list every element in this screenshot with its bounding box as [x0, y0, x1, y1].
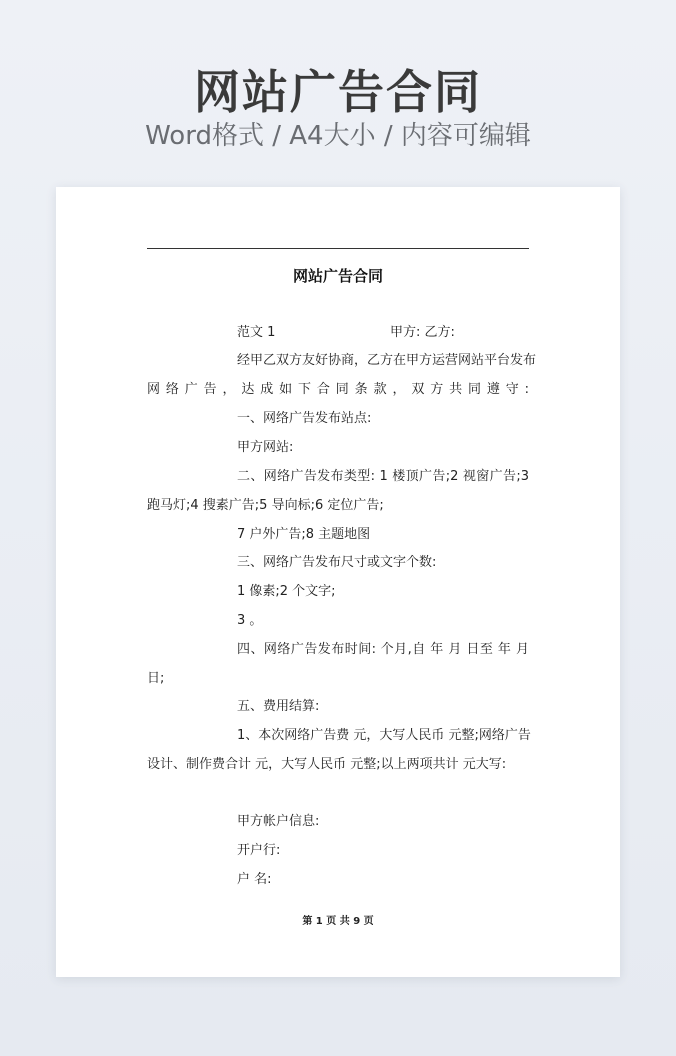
- section-heading: 一、网络广告发布站点:: [237, 411, 372, 426]
- paragraph-line: 7 户外广告;8 主题地图: [237, 527, 371, 542]
- banner-title: 网站广告合同: [194, 65, 482, 119]
- paragraph-line: 甲方帐户信息:: [237, 814, 320, 829]
- paragraph-line: 1、本次网络广告费 元，大写人民币 元整;网络广告: [237, 728, 531, 743]
- paragraph-line: 户 名:: [237, 872, 272, 887]
- paragraph-line: 日;: [147, 671, 165, 686]
- page-number: 第 1 页 共 9 页: [302, 916, 374, 927]
- paragraph-line: 网络广告，达成如下合同条款，双方共同遵守:: [147, 382, 529, 397]
- paragraph-line: 跑马灯;4 搜素广告;5 导向标;6 定位广告;: [147, 498, 384, 513]
- header-rule: [147, 248, 529, 249]
- document-page: [56, 187, 620, 977]
- sample-row: [147, 323, 529, 343]
- sample-label: 范文 1: [237, 325, 276, 340]
- parties-label: 甲方: 乙方:: [390, 325, 455, 340]
- section-heading: 五、费用结算:: [237, 699, 320, 714]
- document-title: 网站广告合同: [292, 267, 383, 285]
- paragraph-line: 3 。: [237, 613, 263, 628]
- paragraph-line: 开户行:: [237, 843, 281, 858]
- paragraph-line: 甲方网站:: [237, 440, 294, 455]
- paragraph-line: 经甲乙双方友好协商，乙方在甲方运营网站平台发布: [237, 353, 537, 368]
- section-heading: 二、网络广告发布类型: 1 楼顶广告;2 视窗广告;3: [237, 469, 529, 484]
- paragraph-line: 1 像素;2 个文字;: [237, 584, 336, 599]
- section-heading: 四、网络广告发布时间: 个月,自 年 月 日至 年 月: [237, 642, 529, 657]
- paragraph-line: 设计、制作费合计 元，大写人民币 元整;以上两项共计 元大写:: [147, 757, 507, 772]
- section-heading: 三、网络广告发布尺寸或文字个数:: [237, 555, 437, 570]
- banner-subtitle: Word格式 / A4大小 / 内容可编辑: [145, 121, 531, 151]
